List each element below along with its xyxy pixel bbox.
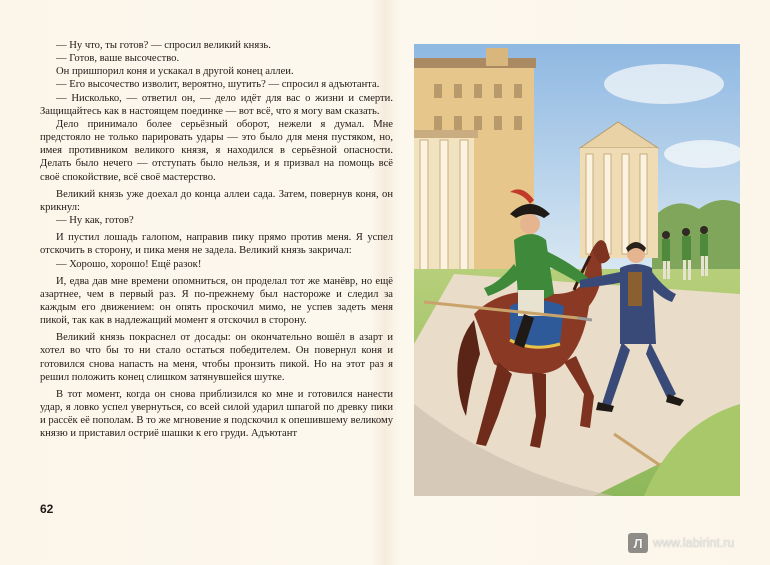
page-number: 62 — [40, 502, 54, 516]
paragraph: — Готов, ваше высочество. — [56, 53, 180, 65]
paragraph: — Его высочество изволит, вероятно, шутить? — спросил я адъютанта. — [56, 79, 380, 91]
cloud — [604, 64, 724, 104]
paragraph: И, едва дав мне времени опомниться, он проделал тот же манёвр, но ещё азартнее, чем в первый раз. Я по-прежнему был настороже и следил за каждым его движением: он опять проскочил мимо, не успев задеть меня пикой, так как в надлежащий момент я отскочил в сторону. — [40, 275, 393, 327]
illustration — [414, 44, 740, 496]
labirint-logo-icon: Л — [628, 533, 648, 553]
paragraph: В тот момент, когда он снова приблизился ко мне и готовился нанести удар, я ловко успел увернуться, со всей силой ударил шпагой по древку пики и рассёк её пополам. В то же мгновение я подскочил к опешившему великому князю и приставил остриё шашки к его груди. Адъютант — [40, 388, 393, 440]
palace-tower — [486, 48, 508, 66]
text-column — [40, 39, 393, 441]
paragraph: Великий князь покраснел от досады: он окончательно вошёл в азарт и хотел во что бы то ни стало остаться победителем. Он повернул коня и готовился снова напасть на меня, чтобы пронзить пикой. Но на этот раз я решил положить конец слишком затянувшейся шутке. — [40, 332, 393, 383]
paragraph: Великий князь уже доехал до конца аллеи сада. Затем, повернув коня, он крикнул: — [40, 188, 393, 213]
paragraph: Он пришпорил коня и ускакал в другой конец аллеи. — [56, 66, 294, 78]
distant-soldiers — [662, 226, 708, 280]
paragraph: — Ну как, готов? — [56, 215, 134, 227]
watermark-text: www.labirint.ru — [653, 536, 735, 550]
paragraph: — Нисколько, — ответил он, — дело идёт для вас о жизни и смерти. Защищайтесь как в настоящем поединке — вот всё, что я могу вам сказать. — [40, 92, 393, 117]
paragraph: — Ну что, ты готов? — спросил великий князь. — [56, 40, 271, 51]
paragraph: Дело принимало более серьёзный оборот, нежели я думал. Мне предстояло не только парировать удары — это было для меня пустяком, но, имея противником великого князя, я находился в серьёзной опасности. Делать было нечего — отступать было нельзя, и я призвал на помощь всё своё спокойствие, всё своё мастерство. — [40, 118, 393, 183]
paragraph: — Хорошо, хорошо! Ещё разок! — [56, 258, 202, 270]
palace-roof — [414, 58, 536, 68]
columns-left — [420, 140, 468, 280]
paragraph: И пустил лошадь галопом, направив пику прямо против меня. Я успел отскочить в сторону, и пика меня не задела. Великий князь закричал: — [40, 232, 393, 257]
watermark — [628, 531, 734, 555]
